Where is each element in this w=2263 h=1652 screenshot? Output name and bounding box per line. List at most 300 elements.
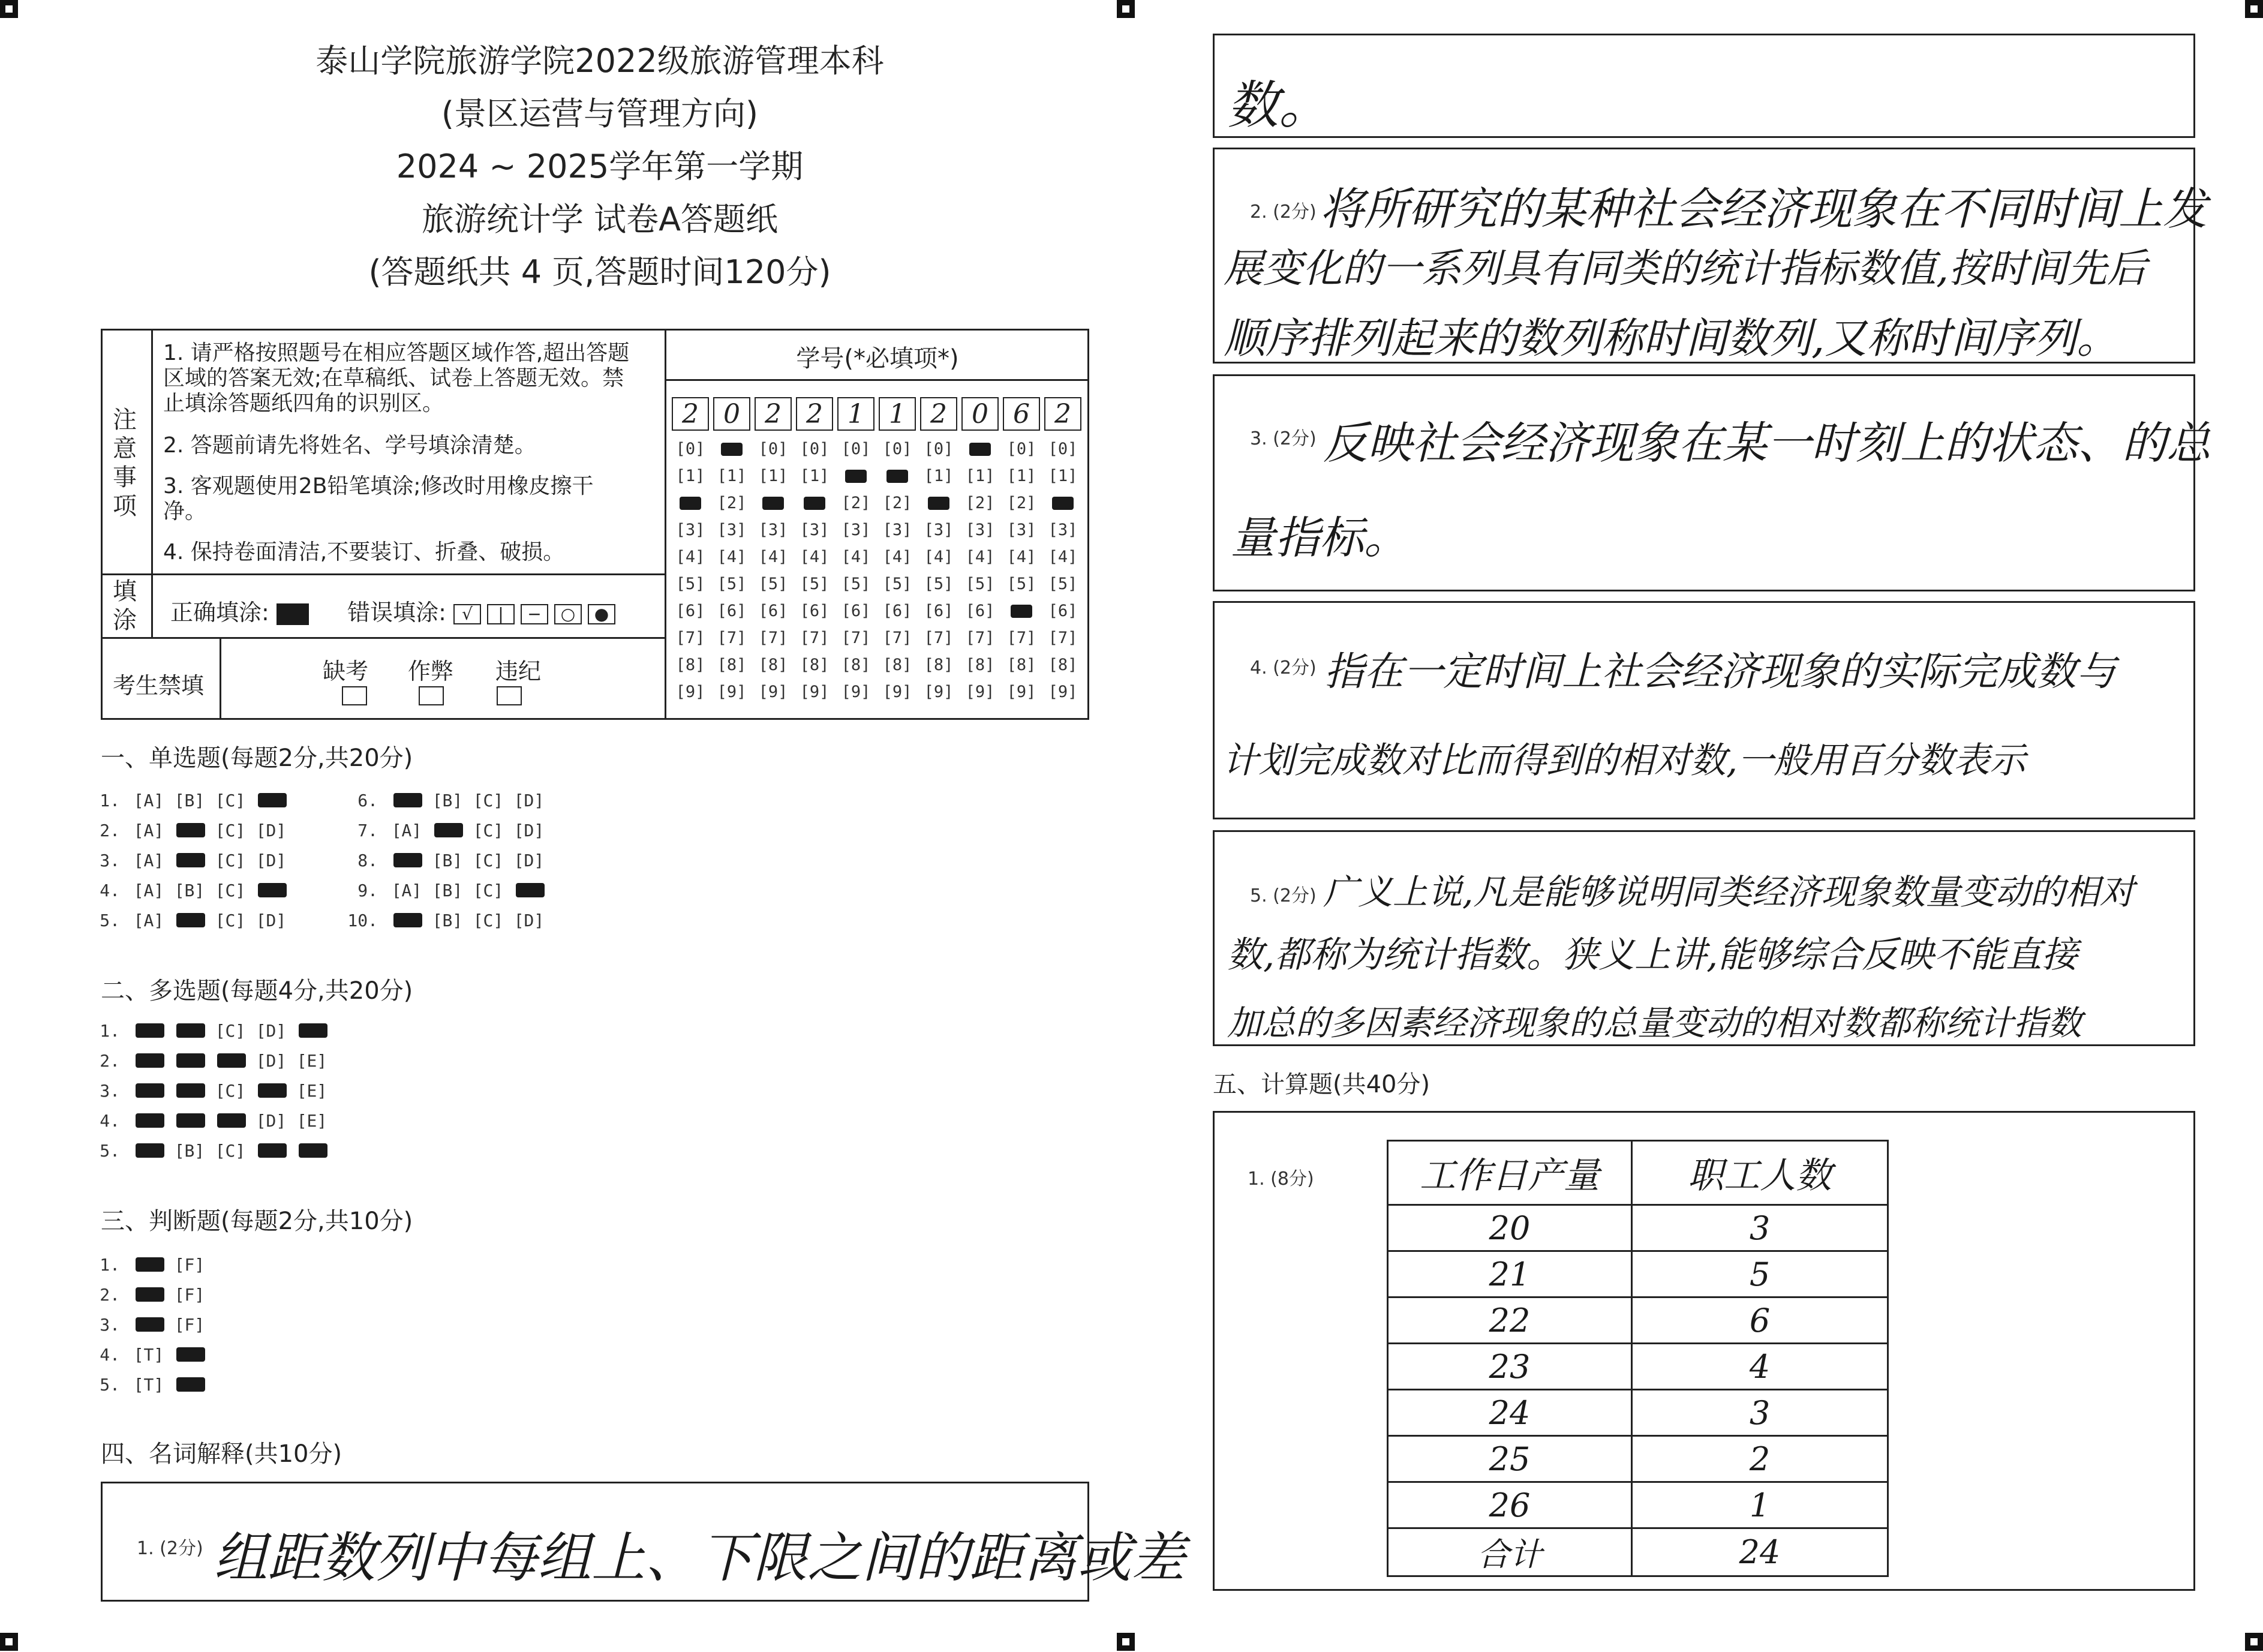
question-number: 9.	[357, 881, 378, 900]
answer-bubble[interactable]: [C]	[215, 821, 246, 840]
answer-bubble[interactable]	[251, 881, 291, 900]
true-false-row	[85, 1255, 210, 1275]
answer-bubble[interactable]: [B]	[432, 881, 463, 900]
answer-bubble[interactable]: [F]	[174, 1255, 205, 1275]
student-id-bubble[interactable]: [8]	[1006, 656, 1036, 674]
wrong-fill-sample: |	[487, 604, 515, 624]
student-id-bubble[interactable]: [0]	[1006, 440, 1036, 458]
student-id-bubble[interactable]: [7]	[800, 629, 830, 647]
answer-bubble[interactable]: [D]	[256, 911, 287, 930]
student-id-bubble[interactable]: [7]	[1006, 629, 1036, 647]
student-id-bubble[interactable]: [4]	[717, 548, 747, 566]
question-number: 1.	[100, 1255, 120, 1275]
student-id-bubble[interactable]: [9]	[758, 683, 788, 701]
student-id-bubble[interactable]: [8]	[675, 656, 705, 674]
table-cell: 23	[1388, 1344, 1632, 1390]
answer-bubble[interactable]: [D]	[513, 851, 545, 870]
student-id-bubble[interactable]: [6]	[800, 602, 830, 620]
student-id-digit: 0	[713, 397, 750, 431]
answer-bubble[interactable]	[251, 791, 291, 810]
student-id-bubble[interactable]: [6]	[717, 602, 747, 620]
question-number: 1.	[100, 1021, 120, 1041]
single-choice-row	[343, 851, 549, 870]
answer-bubble[interactable]: [D]	[513, 911, 545, 930]
multi-choice-row	[85, 1051, 332, 1071]
table-cell: 5	[1632, 1251, 1888, 1297]
single-choice-row	[343, 881, 549, 900]
answer-bubble[interactable]: [A]	[133, 881, 164, 900]
student-id-bubble[interactable]: [1]	[965, 467, 995, 485]
answer-bubble[interactable]: [A]	[133, 791, 164, 810]
student-id-digit: 2	[920, 397, 957, 431]
student-id-bubble[interactable]: [0]	[924, 440, 954, 458]
student-id-bubble[interactable]: [9]	[675, 683, 705, 701]
student-id-bubble[interactable]: [8]	[882, 656, 912, 674]
multi-choice-row	[85, 1081, 332, 1101]
answer-bubble[interactable]: [F]	[174, 1315, 205, 1335]
answer-bubble[interactable]	[169, 1021, 210, 1041]
section4-title: 四、名词解释(共10分)	[101, 1440, 342, 1468]
table-row	[1388, 1344, 1888, 1390]
answer-bubble[interactable]	[210, 1051, 251, 1071]
table-row	[1388, 1297, 1888, 1344]
answer-bubble[interactable]: [A]	[133, 851, 164, 870]
question-label: 3. (2分)	[1250, 428, 1317, 449]
answer-bubble[interactable]	[169, 821, 210, 840]
student-id-bubble[interactable]: [0]	[758, 440, 788, 458]
question-number: 7.	[357, 821, 378, 840]
student-id-bubble[interactable]: [2]	[882, 494, 912, 512]
wrong-fill-sample: √	[453, 604, 481, 624]
single-choice-row	[343, 791, 549, 810]
answer-bubble[interactable]	[128, 1021, 169, 1041]
corner-mark	[1117, 1633, 1135, 1651]
handwritten-answer: 顺序排列起来的数列称时间数列,又称时间序列。	[1224, 314, 2119, 363]
table-header: 工作日产量	[1388, 1141, 1632, 1205]
student-id-bubble[interactable]: [9]	[841, 683, 871, 701]
student-id-bubble[interactable]: [5]	[758, 575, 788, 593]
answer-bubble[interactable]: [T]	[133, 1375, 164, 1395]
student-id-bubble[interactable]: [3]	[882, 521, 912, 539]
question-label: 1. (8分)	[1248, 1169, 1314, 1190]
divider	[101, 573, 666, 575]
answer-bubble[interactable]	[509, 881, 549, 900]
student-id-bubble[interactable]: [6]	[924, 602, 954, 620]
single-choice-row	[343, 821, 549, 840]
student-id-digit: 2	[672, 397, 709, 431]
table-row	[1388, 1436, 1888, 1482]
student-id-bubble[interactable]: [7]	[758, 629, 788, 647]
answer-bubble[interactable]: [D]	[256, 821, 287, 840]
table-cell: 21	[1388, 1251, 1632, 1297]
answer-bubble[interactable]: [E]	[296, 1081, 327, 1101]
student-id-bubble[interactable]: [2]	[717, 494, 747, 512]
divider	[151, 573, 153, 637]
student-id-digit: 2	[1044, 397, 1081, 431]
student-id-bubble[interactable]: [1]	[800, 467, 830, 485]
answer-bubble[interactable]	[169, 1081, 210, 1101]
notice-item: 3. 客观题使用2B铅笔填涂;修改时用橡皮擦干净。	[163, 474, 594, 524]
student-id-bubble[interactable]: [3]	[675, 521, 705, 539]
student-id-bubble[interactable]: [0]	[1048, 440, 1078, 458]
multi-choice-row	[85, 1021, 332, 1041]
cheat-label: 作弊	[408, 658, 454, 684]
answer-bubble[interactable]: [F]	[174, 1285, 205, 1305]
handwritten-answer: 数。	[1227, 76, 1330, 136]
student-id-bubble[interactable]	[714, 439, 750, 459]
student-id-bubble[interactable]: [3]	[965, 521, 995, 539]
student-id-bubble[interactable]: [5]	[841, 575, 871, 593]
question-number: 2.	[100, 1051, 120, 1071]
answer-bubble[interactable]	[386, 791, 427, 810]
notice-item: 2. 答题前请先将姓名、学号填涂清楚。	[163, 433, 536, 458]
notice-item: 1. 请严格按照题号在相应答题区域作答,超出答题区域的答案无效;在草稿纸、试卷上答题无效。禁止填涂答题纸四角的识别区。	[163, 341, 630, 416]
handwritten-answer: 计划完成数对比而得到的相对数,一般用百分数表示	[1222, 740, 2026, 782]
student-id-bubble[interactable]: [9]	[717, 683, 747, 701]
student-id-bubble[interactable]	[755, 493, 791, 513]
answer-bubble[interactable]: [C]	[215, 851, 246, 870]
question-number: 2.	[100, 821, 120, 840]
table-cell: 25	[1388, 1436, 1632, 1482]
notice-item: 4. 保持卷面清洁,不要装订、折叠、破损。	[163, 540, 565, 564]
answer-bubble[interactable]	[427, 821, 468, 840]
question-number: 3.	[100, 1315, 120, 1335]
handwritten-answer: 数,都称为统计指数。狭义上讲,能够综合反映不能直接	[1227, 934, 2078, 976]
student-id-bubble[interactable]: [4]	[1048, 548, 1078, 566]
answer-bubble[interactable]	[128, 1285, 169, 1305]
student-id-bubble[interactable]: [5]	[882, 575, 912, 593]
true-false-row	[85, 1285, 210, 1305]
answer-bubble[interactable]: [D]	[256, 851, 287, 870]
question-number: 3.	[100, 1081, 120, 1101]
answer-bubble[interactable]: [B]	[432, 791, 463, 810]
answer-bubble[interactable]	[386, 911, 427, 930]
student-id-bubble[interactable]: [7]	[841, 629, 871, 647]
answer-bubble[interactable]: [C]	[215, 881, 246, 900]
fill-label: 填涂	[113, 578, 137, 634]
handwritten-answer: 指在一定时间上社会经济现象的实际完成数与	[1324, 648, 2116, 695]
student-id-bubble[interactable]: [8]	[965, 656, 995, 674]
question-label: 5. (2分)	[1250, 885, 1317, 906]
student-id-bubble[interactable]: [6]	[841, 602, 871, 620]
answer-bubble[interactable]: [B]	[432, 851, 463, 870]
table-cell: 2	[1632, 1436, 1888, 1482]
answer-box-q4[interactable]	[1213, 601, 2195, 819]
student-id-bubble[interactable]: [6]	[758, 602, 788, 620]
student-id-digit: 2	[755, 397, 792, 431]
section5-title: 五、计算题(共40分)	[1213, 1071, 1430, 1098]
handwritten-answer: 组距数列中每组上、下限之间的距离或差	[214, 1527, 1185, 1590]
student-id-bubble[interactable]: [9]	[882, 683, 912, 701]
student-id-bubble[interactable]: [5]	[1006, 575, 1036, 593]
student-id-bubble[interactable]	[797, 493, 833, 513]
answer-bubble[interactable]: [B]	[174, 881, 205, 900]
student-id-bubble[interactable]: [2]	[965, 494, 995, 512]
header-title: 泰山学院旅游学院2022级旅游管理本科	[315, 42, 884, 80]
answer-bubble[interactable]: [C]	[473, 881, 504, 900]
answer-bubble[interactable]	[128, 1315, 169, 1335]
answer-bubble[interactable]: [C]	[473, 791, 504, 810]
student-id-bubble[interactable]: [4]	[924, 548, 954, 566]
handwritten-answer: 广义上说,凡是能够说明同类经济现象数量变动的相对	[1323, 872, 2135, 912]
answer-bubble[interactable]: [B]	[174, 1141, 205, 1161]
answer-bubble[interactable]	[169, 911, 210, 930]
header-semester: 2024 ~ 2025学年第一学期	[396, 148, 804, 185]
answer-bubble[interactable]	[210, 1111, 251, 1131]
student-id-bubble[interactable]: [3]	[841, 521, 871, 539]
answer-bubble[interactable]: [C]	[215, 1021, 246, 1041]
corner-mark	[1117, 0, 1135, 18]
table-header-row	[1388, 1141, 1888, 1205]
table-row	[1388, 1390, 1888, 1436]
student-id-bubble[interactable]: [1]	[1006, 467, 1036, 485]
table-row	[1388, 1205, 1888, 1251]
student-id-bubble[interactable]: [4]	[758, 548, 788, 566]
student-id-bubble[interactable]: [5]	[675, 575, 705, 593]
student-id-bubble[interactable]: [7]	[882, 629, 912, 647]
question-number: 8.	[357, 851, 378, 870]
header-direction: (景区运营与管理方向)	[441, 95, 759, 133]
true-false-row	[85, 1375, 210, 1395]
answer-bubble[interactable]: [E]	[296, 1111, 327, 1131]
student-id-bubble[interactable]: [8]	[841, 656, 871, 674]
true-false-row	[85, 1315, 210, 1335]
student-id-bubble[interactable]: [4]	[675, 548, 705, 566]
student-id-bubble[interactable]: [6]	[675, 602, 705, 620]
student-id-bubble[interactable]: [4]	[965, 548, 995, 566]
true-false-row	[85, 1345, 210, 1365]
student-id-digit: 1	[837, 397, 874, 431]
student-id-bubble[interactable]: [5]	[965, 575, 995, 593]
student-id-bubble[interactable]: [8]	[800, 656, 830, 674]
notice-label: 注意事项	[113, 406, 137, 520]
student-id-bubble[interactable]: [5]	[717, 575, 747, 593]
answer-bubble[interactable]	[128, 1081, 169, 1101]
student-id-bubble[interactable]: [7]	[924, 629, 954, 647]
table-row	[1388, 1482, 1888, 1528]
student-id-bubble[interactable]: [5]	[1048, 575, 1078, 593]
table-cell: 3	[1632, 1205, 1888, 1251]
answer-bubble[interactable]: [D]	[513, 791, 545, 810]
answer-bubble[interactable]: [B]	[174, 791, 205, 810]
violation-checkbox[interactable]	[497, 686, 522, 705]
answer-bubble[interactable]: [C]	[215, 1141, 246, 1161]
handwritten-answer: 反映社会经济现象在某一时刻上的状态、的总	[1323, 417, 2211, 469]
student-id-bubble[interactable]: [4]	[882, 548, 912, 566]
student-id-bubble[interactable]	[921, 493, 957, 513]
student-id-digit: 1	[879, 397, 916, 431]
violation-label: 违纪	[495, 658, 542, 684]
header-exam-info: (答题纸共 4 页,答题时间120分)	[368, 253, 831, 291]
student-id-bubble[interactable]: [3]	[924, 521, 954, 539]
student-id-bubble[interactable]: [4]	[800, 548, 830, 566]
single-choice-row	[85, 851, 291, 870]
table-header: 职工人数	[1632, 1141, 1888, 1205]
student-id-bubble[interactable]: [8]	[758, 656, 788, 674]
student-id-bubble[interactable]: [3]	[800, 521, 830, 539]
student-id-bubble[interactable]: [6]	[882, 602, 912, 620]
student-id-bubble[interactable]: [0]	[841, 440, 871, 458]
table-cell: 1	[1632, 1482, 1888, 1528]
student-id-bubble[interactable]: [7]	[1048, 629, 1078, 647]
student-id-bubble[interactable]	[672, 493, 708, 513]
answer-bubble[interactable]	[128, 1255, 169, 1275]
student-id-bubble[interactable]	[962, 439, 998, 459]
handwritten-answer: 将所研究的某种社会经济现象在不同时间上发	[1320, 184, 2207, 235]
question-label: 4. (2分)	[1250, 657, 1317, 678]
cheat-checkbox[interactable]	[419, 686, 444, 705]
student-id-bubble[interactable]: [5]	[800, 575, 830, 593]
student-id-bubble[interactable]: [1]	[675, 467, 705, 485]
student-id-bubble[interactable]: [4]	[841, 548, 871, 566]
student-id-bubble[interactable]: [2]	[1006, 494, 1036, 512]
divider	[665, 379, 1089, 381]
answer-bubble[interactable]: [C]	[473, 851, 504, 870]
student-id-bubble[interactable]: [3]	[758, 521, 788, 539]
question-label: 1. (2分)	[137, 1538, 203, 1559]
question-number: 10.	[347, 911, 378, 930]
answer-bubble[interactable]	[169, 1345, 210, 1365]
handwritten-answer: 加总的多因素经济现象的总量变动的相对数都称统计指数	[1227, 1004, 2082, 1043]
answer-bubble[interactable]: [C]	[215, 1081, 246, 1101]
multi-choice-row	[85, 1111, 332, 1131]
answer-bubble[interactable]	[169, 1051, 210, 1071]
divider	[665, 329, 666, 720]
student-id-bubble[interactable]: [1]	[1048, 467, 1078, 485]
student-id-bubble[interactable]: [0]	[800, 440, 830, 458]
student-id-bubble[interactable]: [8]	[1048, 656, 1078, 674]
correct-fill-sample	[277, 603, 309, 625]
table-cell: 24	[1388, 1390, 1632, 1436]
forbidden-label: 考生禁填	[113, 672, 205, 699]
student-id-bubble[interactable]: [7]	[717, 629, 747, 647]
answer-bubble[interactable]: [D]	[256, 1051, 287, 1071]
student-id-bubble[interactable]: [6]	[965, 602, 995, 620]
answer-bubble[interactable]: [A]	[391, 821, 422, 840]
answer-bubble[interactable]: [B]	[432, 911, 463, 930]
student-id-bubble[interactable]: [6]	[1048, 602, 1078, 620]
question-number: 4.	[100, 1111, 120, 1131]
student-id-bubble[interactable]: [1]	[717, 467, 747, 485]
answer-bubble[interactable]: [A]	[133, 911, 164, 930]
student-id-bubble[interactable]: [1]	[924, 467, 954, 485]
student-id-bubble[interactable]	[879, 466, 915, 486]
answer-bubble[interactable]: [C]	[215, 791, 246, 810]
divider	[101, 637, 666, 639]
question-number: 3.	[100, 851, 120, 870]
answer-bubble[interactable]	[291, 1021, 332, 1041]
student-id-bubble[interactable]: [1]	[758, 467, 788, 485]
divider	[220, 637, 221, 720]
student-id-bubble[interactable]: [8]	[924, 656, 954, 674]
answer-bubble[interactable]	[251, 1141, 291, 1161]
question-number: 5.	[100, 911, 120, 930]
question-number: 4.	[100, 1345, 120, 1365]
student-id-bubble[interactable]: [9]	[1006, 683, 1036, 701]
student-id-bubble[interactable]: [2]	[841, 494, 871, 512]
answer-bubble[interactable]: [T]	[133, 1345, 164, 1365]
table-cell: 4	[1632, 1344, 1888, 1390]
answer-bubble[interactable]	[169, 1375, 210, 1395]
table-cell: 合计	[1388, 1528, 1632, 1576]
table-cell: 20	[1388, 1205, 1632, 1251]
answer-bubble[interactable]: [D]	[513, 821, 545, 840]
student-id-bubble[interactable]	[1003, 601, 1039, 621]
answer-bubble[interactable]: [C]	[473, 821, 504, 840]
answer-bubble[interactable]	[128, 1141, 169, 1161]
question-label: 2. (2分)	[1250, 202, 1317, 223]
student-id-bubble[interactable]: [9]	[924, 683, 954, 701]
student-id-bubble[interactable]: [3]	[717, 521, 747, 539]
answer-bubble[interactable]: [A]	[391, 881, 422, 900]
student-id-bubble[interactable]: [0]	[675, 440, 705, 458]
student-id-bubble[interactable]	[838, 466, 874, 486]
student-id-bubble[interactable]: [3]	[1006, 521, 1036, 539]
table-row	[1388, 1528, 1888, 1576]
student-id-bubble[interactable]: [0]	[882, 440, 912, 458]
question-number: 4.	[100, 881, 120, 900]
student-id-bubble[interactable]	[1045, 493, 1081, 513]
student-id-bubble[interactable]: [7]	[965, 629, 995, 647]
question-number: 6.	[357, 791, 378, 810]
answer-bubble[interactable]	[291, 1141, 332, 1161]
answer-bubble[interactable]: [A]	[133, 821, 164, 840]
answer-bubble[interactable]: [C]	[473, 911, 504, 930]
single-choice-row	[85, 911, 291, 930]
student-id-bubble[interactable]: [9]	[800, 683, 830, 701]
student-id-bubble[interactable]: [5]	[924, 575, 954, 593]
table-cell: 22	[1388, 1297, 1632, 1344]
correct-fill-label: 正确填涂:	[170, 599, 269, 626]
header-exam-name: 旅游统计学 试卷A答题纸	[421, 200, 779, 238]
student-id-bubble[interactable]: [7]	[675, 629, 705, 647]
single-choice-row	[85, 791, 291, 810]
answer-bubble[interactable]	[386, 851, 427, 870]
answer-bubble[interactable]: [D]	[256, 1021, 287, 1041]
answer-bubble[interactable]: [D]	[256, 1111, 287, 1131]
student-id-bubble[interactable]: [8]	[717, 656, 747, 674]
question-number: 2.	[100, 1285, 120, 1305]
section3-title: 三、判断题(每题2分,共10分)	[101, 1208, 413, 1235]
student-id-bubble[interactable]: [9]	[1048, 683, 1078, 701]
answer-bubble[interactable]	[128, 1111, 169, 1131]
answer-bubble[interactable]	[251, 1081, 291, 1101]
wrong-fill-sample: −	[521, 604, 548, 624]
answer-bubble[interactable]	[169, 851, 210, 870]
calc-table	[1387, 1140, 1889, 1577]
answer-bubble[interactable]	[169, 1111, 210, 1131]
student-id-bubble[interactable]: [9]	[965, 683, 995, 701]
wrong-fill-sample: ●	[588, 604, 615, 624]
student-id-bubble[interactable]: [4]	[1006, 548, 1036, 566]
answer-bubble[interactable]: [C]	[215, 911, 246, 930]
table-cell: 6	[1632, 1297, 1888, 1344]
student-id-digit: 2	[796, 397, 833, 431]
table-cell: 26	[1388, 1482, 1632, 1528]
absent-checkbox[interactable]	[342, 686, 367, 705]
divider	[151, 329, 153, 575]
answer-bubble[interactable]	[128, 1051, 169, 1071]
answer-box-q1-cont[interactable]	[1213, 34, 2195, 138]
absent-label: 缺考	[323, 658, 369, 684]
wrong-fill-sample: ○	[554, 604, 582, 624]
student-id-title: 学号(*必填项*)	[796, 345, 959, 373]
single-choice-row	[343, 911, 549, 930]
table-row	[1388, 1251, 1888, 1297]
table-cell: 24	[1632, 1528, 1888, 1576]
answer-bubble[interactable]: [E]	[296, 1051, 327, 1071]
student-id-bubble[interactable]: [3]	[1048, 521, 1078, 539]
